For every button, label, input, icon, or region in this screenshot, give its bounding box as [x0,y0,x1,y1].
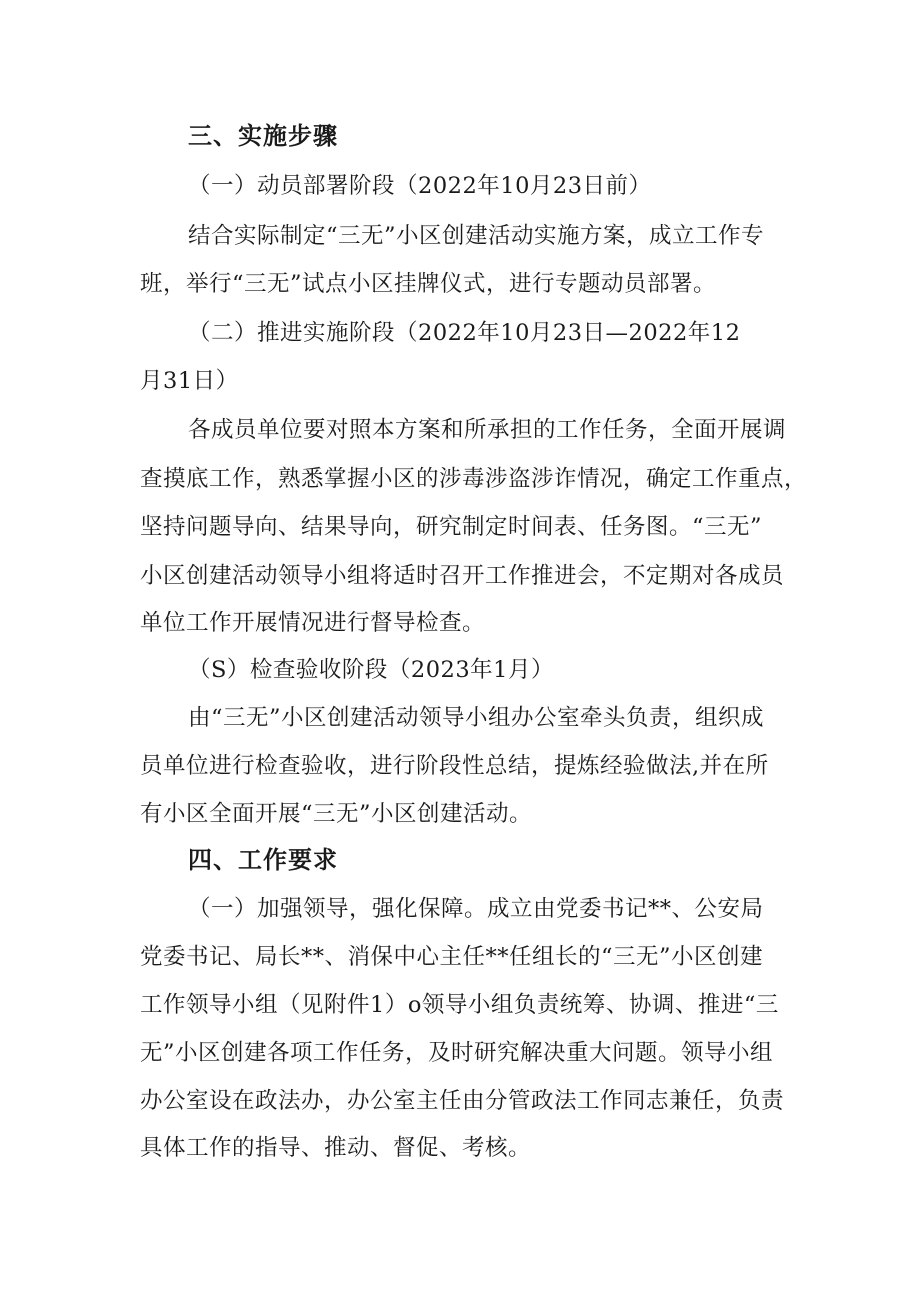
item-1-body-line-4: 无”小区创建各项工作任务，及时研究解决重大问题。领导小组 [140,1040,774,1066]
stage-1-body-line-1: 结合实际制定“三无”小区创建活动实施方案，成立工作专 [188,223,765,249]
item-1-body-line-5: 办公室设在政法办，办公室主任由分管政法工作同志兼任，负责 [140,1088,785,1114]
stage-1-body-line-2: 班，举行“三无”试点小区挂牌仪式，进行专题动员部署。 [140,271,717,297]
section-heading-work-requirements: 四、工作要求 [188,846,338,874]
stage-3-title: （S）检查验收阶段（2023年1月） [188,657,554,683]
stage-2-body-line-5: 单位工作开展情况进行督导检查。 [140,610,486,636]
stage-2-body-line-2: 查摸底工作，熟悉掌握小区的涉毒涉盗涉诈情况，确定工作重点， [140,466,808,492]
section-heading-implementation-steps: 三、实施步骤 [188,122,338,150]
item-1-body-line-3: 工作领导小组（见附件1）o领导小组负责统筹、协调、推进“三 [140,992,779,1018]
stage-3-body-line-1: 由“三无”小区创建活动领导小组办公室牵头负责，组织成 [188,705,765,731]
item-1-body-line-2: 党委书记、局长**、消保中心主任**任组长的“三无”小区创建 [140,944,764,970]
item-1-body-line-6: 具体工作的指导、推动、督促、考核。 [140,1135,532,1161]
stage-1-title: （一）动员部署阶段（2022年10月23日前） [188,173,652,199]
stage-2-body-line-1: 各成员单位要对照本方案和所承担的工作任务，全面开展调 [188,417,787,443]
stage-2-title-line-2: 月31日） [140,368,239,394]
stage-3-body-line-3: 有小区全面开展“三无”小区创建活动。 [140,801,533,827]
item-1-body-line-1: （一）加强领导，强化保障。成立由党委书记**、公安局 [188,896,764,922]
stage-3-body-line-2: 员单位进行检查验收，进行阶段性总结，提炼经验做法,并在所 [140,753,769,779]
stage-2-title-line-1: （二）推进实施阶段（2022年10月23日—2022年12 [188,320,741,346]
stage-2-body-line-4: 小区创建活动领导小组将适时召开工作推进会，不定期对各成员 [140,563,785,589]
stage-2-body-line-3: 坚持问题导向、结果导向，研究制定时间表、任务图。“三无” [140,514,763,540]
